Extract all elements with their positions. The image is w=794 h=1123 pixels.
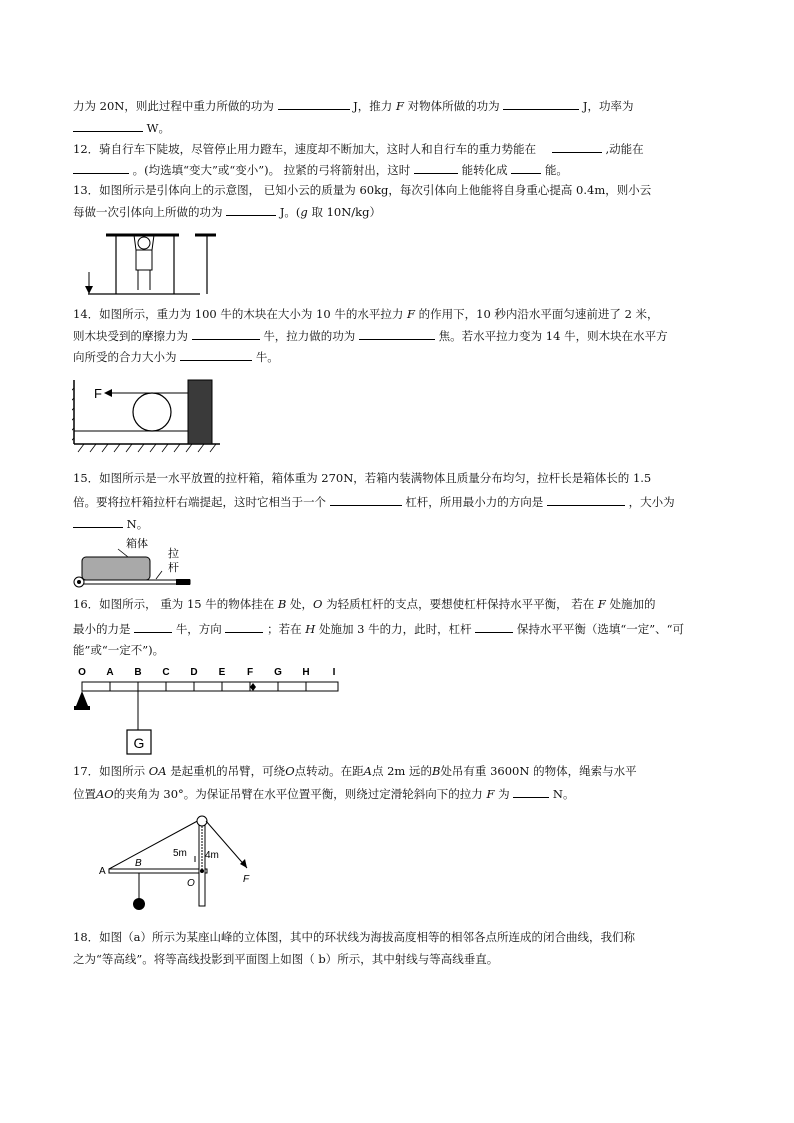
crane-label-4m: 4m (205, 850, 219, 861)
lever-letter-e: E (218, 667, 226, 678)
q15-text: N。 (126, 517, 149, 531)
q12-text: 12．骑自行车下陡坡，尽管停止用力蹬车，速度却不断加大，这时人和自行车的重力势能在 (73, 142, 537, 156)
q11-blank-push-work[interactable] (503, 97, 579, 110)
lever-letter-f: F (246, 667, 254, 678)
q12-text: 。(均选填“变大”或“变小”)。 拉紧的弓将箭射出，这时 (132, 163, 411, 177)
q16-text: 处施加的 (609, 597, 656, 611)
pulley-figure (72, 378, 222, 454)
q11-var-f: F (395, 99, 404, 113)
q15-blank-force[interactable] (73, 515, 123, 528)
q12-text: 能。 (544, 163, 568, 177)
q17-text: 点转动。在距 (294, 764, 364, 778)
q17-var-a: A (363, 764, 372, 778)
crane-label-b: B (135, 858, 142, 869)
lever-letter-g: G (274, 667, 282, 678)
q15-text: 杠杆，所用最小力的方向是 (405, 495, 544, 509)
q11-text: W。 (146, 121, 170, 135)
q13-text: J。( (279, 205, 301, 219)
q11-text: J，推力 (353, 99, 393, 113)
q15-line3 (73, 515, 148, 532)
q17-line2 (73, 785, 574, 802)
q17-text: N。 (552, 787, 575, 801)
q18-text: 之为“等高线”。将等高线投影到平面图上如图（ b）所示，其中射线与等高线垂直。 (73, 952, 499, 966)
q17-var-ao: AO (96, 787, 114, 801)
lever-letter-o: O (78, 667, 86, 678)
q11-text: 对物体所做的功为 (407, 99, 500, 113)
q17-var-oa: OA (148, 764, 167, 778)
q16-text: 为轻质杠杆的支点，要想使杠杆保持水平平衡， 若在 (326, 597, 595, 611)
q16-text: 处施加 3 牛的力，此时，杠杆 (318, 622, 472, 636)
q13-text: 每做一次引体向上所做的功为 (73, 205, 223, 219)
q16-line3 (73, 642, 164, 658)
crane-label-5m: 5m (173, 848, 187, 859)
q17-text: 为 (498, 787, 510, 801)
q14-blank-net-force[interactable] (180, 348, 252, 361)
q16-var-b: B (277, 597, 287, 611)
q12-text: ,动能在 (605, 142, 644, 156)
q14-text: 焦。若水平拉力变为 14 牛，则木块在水平方 (438, 329, 668, 343)
q13-text: 13．如图所示是引体向上的示意图， 已知小云的质量为 60kg，每次引体向上他能将自身重心提高 0.4m，则小云 (73, 183, 652, 197)
q13-line2 (73, 203, 381, 220)
crane-label-f: F (243, 874, 250, 885)
q13-blank-work[interactable] (226, 203, 276, 216)
q12-line2 (73, 161, 568, 178)
q16-line2 (73, 620, 684, 637)
q14-line3 (73, 348, 279, 365)
crane-label-o: O (187, 878, 195, 889)
q14-var-f: F (407, 307, 415, 321)
crane-label-a: A (99, 866, 106, 877)
q14-text: 牛，拉力做的功为 (263, 329, 356, 343)
q14-text: 的作用下，10 秒内沿水平面匀速前进了 2 米， (418, 307, 659, 321)
q16-text: ；若在 (267, 622, 302, 636)
q12-line1 (73, 140, 644, 157)
q15-blank-lever-type[interactable] (330, 493, 402, 506)
q13-text: 取 10N/kg） (307, 205, 382, 219)
q17-text: 点 2m 远的 (371, 764, 432, 778)
lever-letter-a: A (106, 667, 114, 678)
q11-line2 (73, 119, 170, 136)
q16-text: 16．如图所示， 重为 15 牛的物体挂在 (73, 597, 275, 611)
q11-line1 (73, 97, 634, 114)
q16-text: 处， (290, 597, 313, 611)
q17-var-f: F (486, 787, 495, 801)
q16-var-f: F (597, 597, 606, 611)
q17-text: 的夹角为 30°。为保证吊臂在水平位置平衡，则绕过定滑轮斜向下的拉力 (113, 787, 483, 801)
q12-text: 能转化成 (461, 163, 508, 177)
q16-blank-min-force[interactable] (134, 620, 172, 633)
q12-blank-energy-from[interactable] (414, 161, 458, 174)
weight-label: G (133, 735, 145, 751)
q17-text: 17．如图所示 (73, 764, 146, 778)
rod-label-2: 杆 (168, 562, 179, 574)
q17-blank-force[interactable] (513, 785, 549, 798)
q15-line1 (73, 470, 651, 486)
q14-text: 则木块受到的摩擦力为 (73, 329, 188, 343)
q11-text: J，功率为 (582, 99, 634, 113)
q13-var-g: g (300, 205, 308, 219)
q17-text: 处吊有重 3600N 的物体，绳索与水平 (440, 764, 637, 778)
lever-letter-i: I (332, 667, 336, 678)
q15-text: 15．如图所示是一水平放置的拉杆箱，箱体重为 270N，若箱内装满物体且质量分布均匀，拉杆长是箱体长的 1.5 (73, 471, 652, 485)
force-label: F (94, 386, 102, 401)
q14-text: 向所受的合力大小为 (73, 350, 177, 364)
q16-line1 (73, 596, 656, 612)
lever-letter-h: H (302, 667, 310, 678)
q15-text: ，大小为 (628, 495, 675, 509)
q14-blank-work[interactable] (359, 327, 435, 340)
q13-line1 (73, 182, 651, 198)
q18-text: 18．如图（a）所示为某座山峰的立体图，其中的环状线为海拔高度相等的相邻各点所连成的闭合曲线，我们称 (73, 930, 635, 944)
q16-text: 牛，方向 (175, 622, 222, 636)
q16-var-o: O (313, 597, 323, 611)
q15-line2 (73, 493, 675, 510)
q15-blank-direction[interactable] (547, 493, 625, 506)
q17-var-b: B (431, 764, 441, 778)
trolley-case-figure (72, 535, 202, 590)
lever-figure (72, 662, 362, 762)
q12-blank-energy-to[interactable] (511, 161, 541, 174)
q16-blank-balance[interactable] (475, 620, 513, 633)
lever-letter-b: B (134, 667, 142, 678)
q16-blank-direction[interactable] (225, 620, 263, 633)
q11-blank-power[interactable] (73, 119, 143, 132)
q18-line2 (73, 951, 498, 967)
lever-letter-c: C (162, 667, 170, 678)
q16-text: 最小的力是 (73, 622, 131, 636)
q17-text: 位置 (73, 787, 96, 801)
q11-blank-gravity-work[interactable] (278, 97, 350, 110)
case-label: 箱体 (126, 538, 148, 550)
q17-var-o: O (285, 764, 295, 778)
q14-line1 (73, 306, 659, 322)
q14-text: 14．如图所示，重力为 100 牛的木块在大小为 10 牛的水平拉力 (73, 307, 404, 321)
q16-var-h: H (305, 622, 316, 636)
q17-line1 (73, 763, 637, 779)
pullup-figure (80, 228, 220, 298)
lever-letter-d: D (190, 667, 198, 678)
q14-line2 (73, 327, 668, 344)
rod-label-1: 拉 (168, 548, 179, 560)
q12-blank-kinetic[interactable] (73, 161, 129, 174)
q12-blank-potential[interactable] (552, 140, 602, 153)
q17-text: 是起重机的吊臂，可绕 (170, 764, 286, 778)
crane-figure (95, 812, 275, 914)
q15-text: 倍。要将拉杆箱拉杆右端提起，这时它相当于一个 (73, 495, 326, 509)
q11-text: 力为 20N，则此过程中重力所做的功为 (73, 99, 274, 113)
q14-blank-friction[interactable] (192, 327, 260, 340)
q16-text: 能”或“一定不”)。 (73, 643, 165, 657)
q18-line1 (73, 929, 635, 945)
q14-text: 牛。 (255, 350, 279, 364)
q16-text: 保持水平平衡（选填“一定”、“可 (516, 622, 685, 636)
